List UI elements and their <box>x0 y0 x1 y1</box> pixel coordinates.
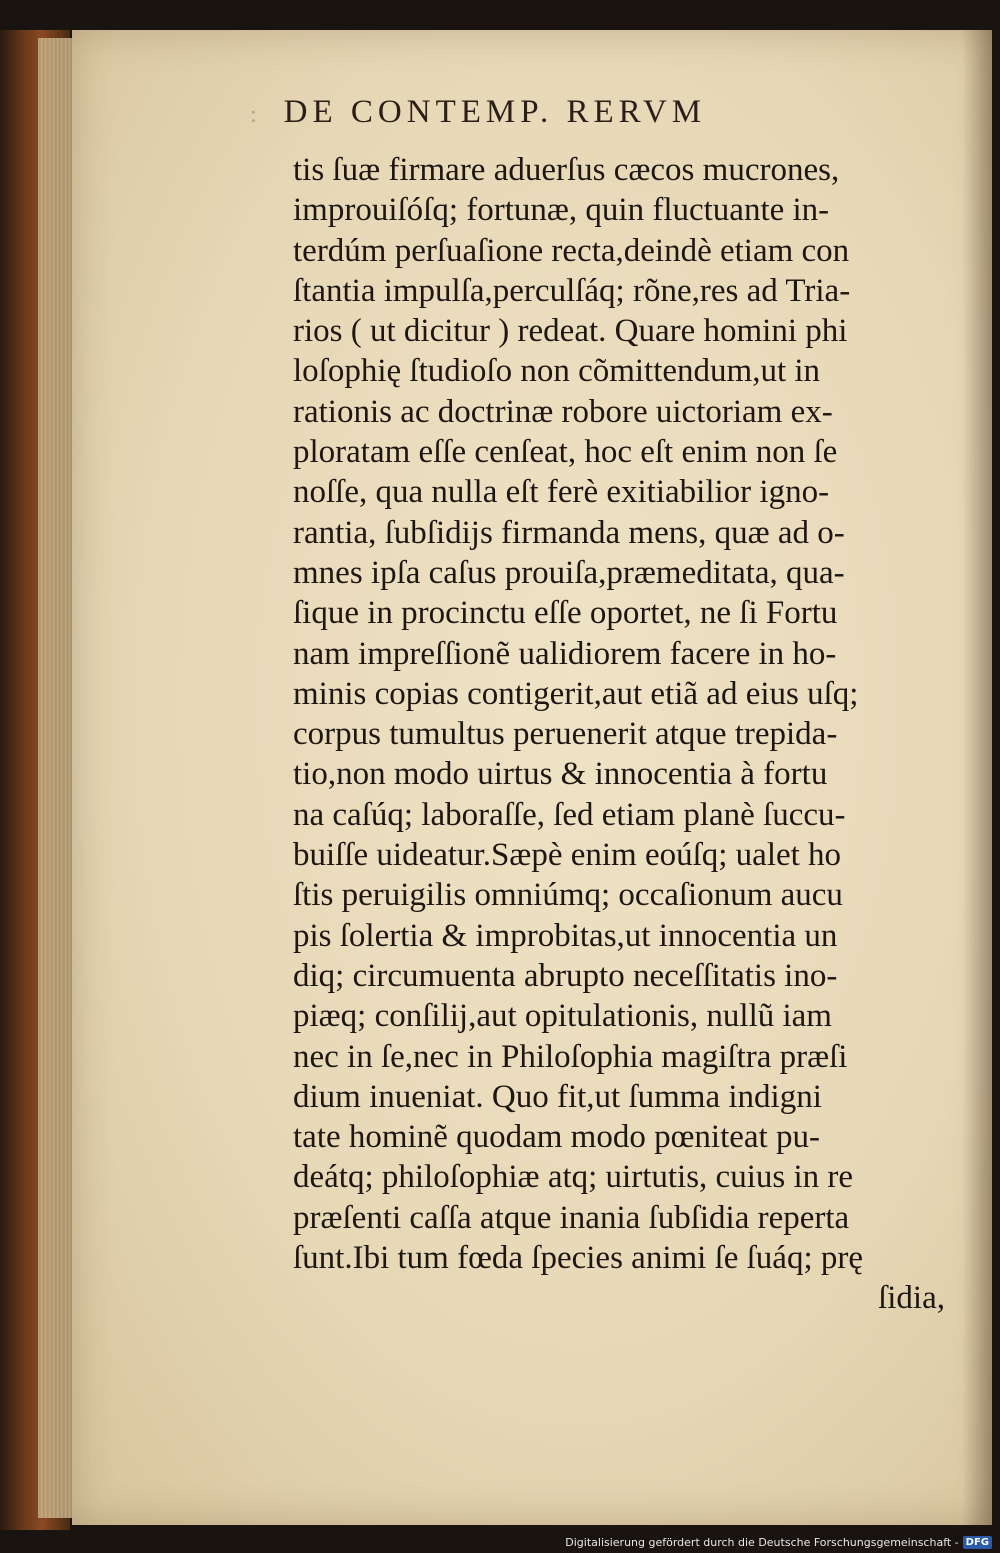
text-line: rios ( ut dicitur ) redeat. Quare homini phi <box>293 313 848 350</box>
text-line: deátq; philoſophiæ atq; uirtutis, cuius in re <box>293 1159 854 1196</box>
text-line: corpus tumultus peruenerit atque trepida- <box>293 716 838 753</box>
text-line: ſtis peruigilis omniúmq; occaſionum aucu <box>293 877 843 914</box>
text-line: tio,non modo uirtus & innocentia à fortu <box>293 756 828 793</box>
text-line: mnes ipſa caſus prouiſa,præmeditata, qua- <box>293 554 845 591</box>
text-line: rantia, ſubſidijs firmanda mens, quæ ad o- <box>293 514 845 551</box>
text-line: ſunt.Ibi tum fœda ſpecies animi ſe ſuáq; prę <box>293 1240 864 1277</box>
text-line: improuiſóſq; fortunæ, quin fluctuante in- <box>293 192 830 229</box>
running-head <box>250 94 900 131</box>
digitization-credit <box>565 1536 992 1549</box>
text-line: nam impreſſionẽ ualidiorem facere in ho- <box>293 635 837 672</box>
text-line: buiſſe uideatur.Sæpè enim eoúſq; ualet ho <box>293 837 842 874</box>
gutter-shadow <box>962 30 992 1525</box>
text-line: na caſúq; laboraſſe, ſed etiam planè ſuccu- <box>293 796 846 833</box>
text-line: minis copias contigerit,aut etiã ad eius uſq; <box>293 675 859 712</box>
text-line: loſophię ſtudioſo non cõmittendum,ut in <box>293 353 821 390</box>
text-line: tis ſuæ firmare aduerſus cæcos mucrones, <box>293 152 840 188</box>
text-line: diq; circumuenta abrupto neceſſitatis ino- <box>293 957 838 994</box>
text-line: nec in ſe,nec in Philoſophia magiſtra præſi <box>293 1038 848 1075</box>
text-line: pis ſolertia & improbitas,ut innocentia un <box>293 917 838 954</box>
text-line: rationis ac doctrinæ robore uictoriam ex- <box>293 393 833 430</box>
text-line: tate hominẽ quodam modo pœniteat pu- <box>293 1119 820 1156</box>
dfg-logo-icon: DFG <box>963 1536 992 1549</box>
text-line: piæq; conſilij,aut opitulationis, nullũ iam <box>293 998 832 1035</box>
text-line: terdúm perſuaſione recta,deindè etiam con <box>293 232 850 269</box>
text-line: ſique in procinctu eſſe oportet, ne ſi Fortu <box>293 595 838 632</box>
running-head-text: DE CONTEMP. RERVM <box>283 94 707 130</box>
text-line: dium inueniat. Quo fit,ut ſumma indigni <box>293 1078 822 1115</box>
credit-text: Digitalisierung gefördert durch die Deutsche Forschungsgemeinschaft - <box>565 1536 959 1549</box>
text-line: ploratam eſſe cenſeat, hoc eſt enim non ſe <box>293 434 838 471</box>
text-line: præſenti caſſa atque inania ſubſidia reperta <box>293 1199 850 1236</box>
text-line: noſſe, qua nulla eſt ferè exitiabilior igno- <box>293 474 830 511</box>
catchword: ſidia, <box>878 1280 945 1317</box>
text-line: ſtantia impulſa,perculſáq; rõne,res ad Tria- <box>293 272 851 309</box>
main-text-block <box>293 150 953 1319</box>
bleed-mark: : <box>250 102 262 128</box>
